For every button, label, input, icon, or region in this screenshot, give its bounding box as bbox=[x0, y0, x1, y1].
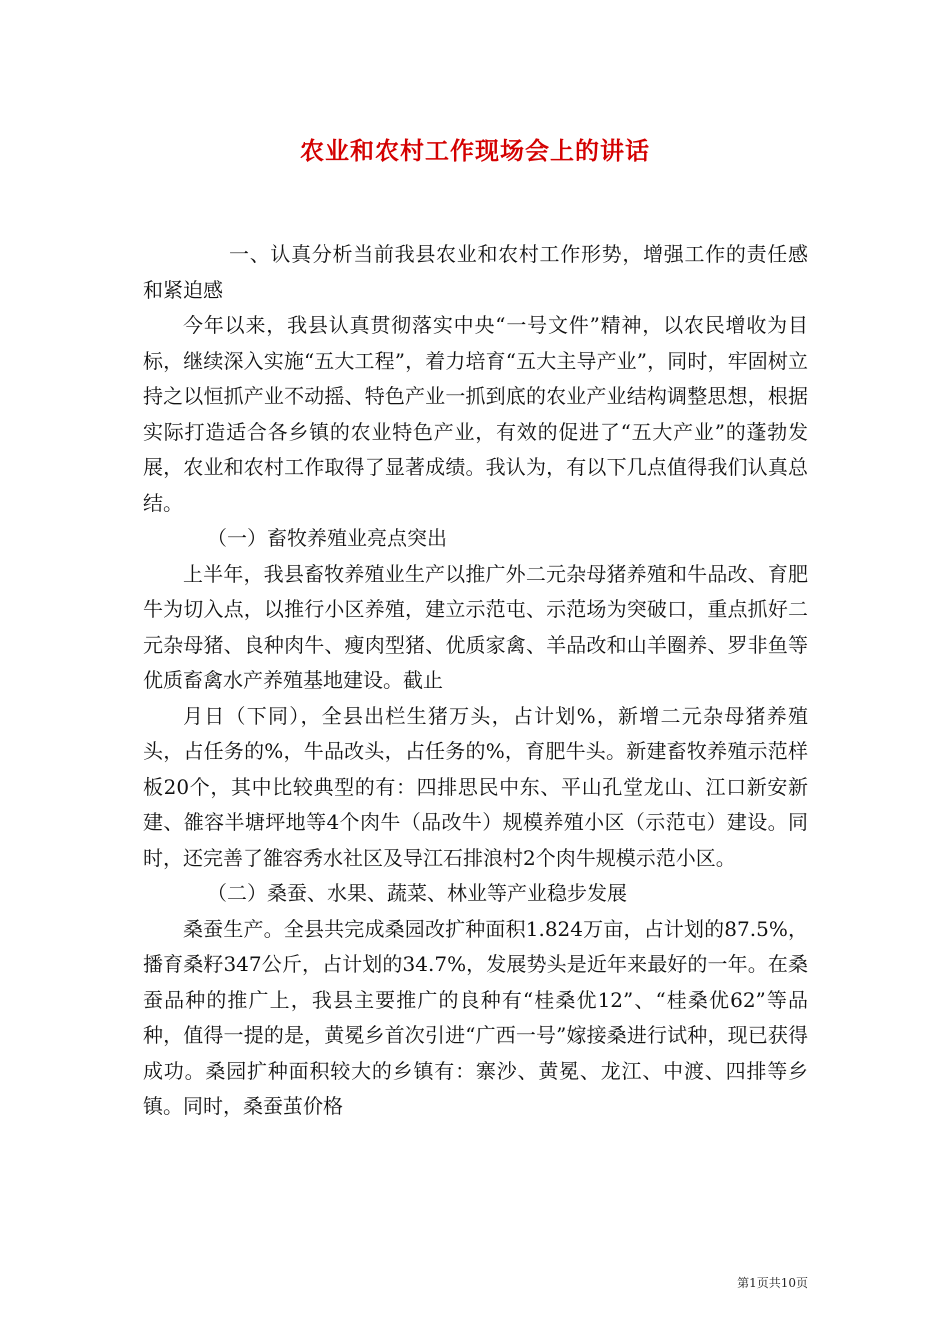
paragraph: 上半年，我县畜牧养殖业生产以推广外二元杂母猪养殖和牛品改、育肥牛为切入点，以推行小区养殖，建立示范屯、示范场为突破口，重点抓好二元杂母猪、良种肉牛、瘦肉型猪、优质家禽、羊品改和山羊圈养、罗非鱼等优质畜禽水产养殖基地建设。截止 bbox=[143, 561, 808, 692]
page-title: 农业和农村工作现场会上的讲话 bbox=[300, 136, 650, 165]
subsection-heading: （一）畜牧养殖业亮点突出 bbox=[207, 526, 447, 550]
paragraph: 今年以来，我县认真贯彻落实中央“一号文件”精神，以农民增收为目标，继续深入实施“五大工程”，着力培育“五大主导产业”，同时，牢固树立持之以恒抓产业不动摇、特色产业一抓到底的农业产业结构调整思想，根据实际打造适合各乡镇的农业特色产业，有效的促进了“五大产业”的蓬勃发展，农业和农村工作取得了显著成绩。我认为，有以下几点值得我们认真总结。 bbox=[143, 313, 808, 515]
paragraph: 桑蚕生产。全县共完成桑园改扩种面积1.824万亩，占计划的87.5%，播育桑籽347公斤，占计划的34.7%，发展势头是近年来最好的一年。在桑蚕品种的推广上，我县主要推广的良种有“桂桑优12”、“桂桑优62”等品种，值得一提的是，黄冕乡首次引进“广西一号”嫁接桑进行试种，现已获得成功。桑园扩种面积较大的乡镇有：寨沙、黄冕、龙江、中渡、四排等乡镇。同时，桑蚕茧价格 bbox=[143, 916, 808, 1118]
paragraph: 月日（下同），全县出栏生猪万头，占计划%，新增二元杂母猪养殖头，占任务的%，牛品改头，占任务的%，育肥牛头。新建畜牧养殖示范样板20个，其中比较典型的有：四排思民中东、平山孔堂龙山、江口新安新建、雒容半塘坪地等4个肉牛（品改牛）规模养殖小区（示范屯）建设。同时，还完善了雒容秀水社区及导江石排浪村2个肉牛规模示范小区。 bbox=[143, 703, 808, 870]
section-heading: 一、认真分析当前我县农业和农村工作形势，增强工作的责任感和紧迫感 bbox=[143, 242, 808, 302]
page-number: 第1页共10页 bbox=[737, 1276, 808, 1290]
subsection-heading: （二）桑蚕、水果、蔬菜、林业等产业稳步发展 bbox=[207, 881, 627, 905]
document-body bbox=[143, 237, 808, 1125]
